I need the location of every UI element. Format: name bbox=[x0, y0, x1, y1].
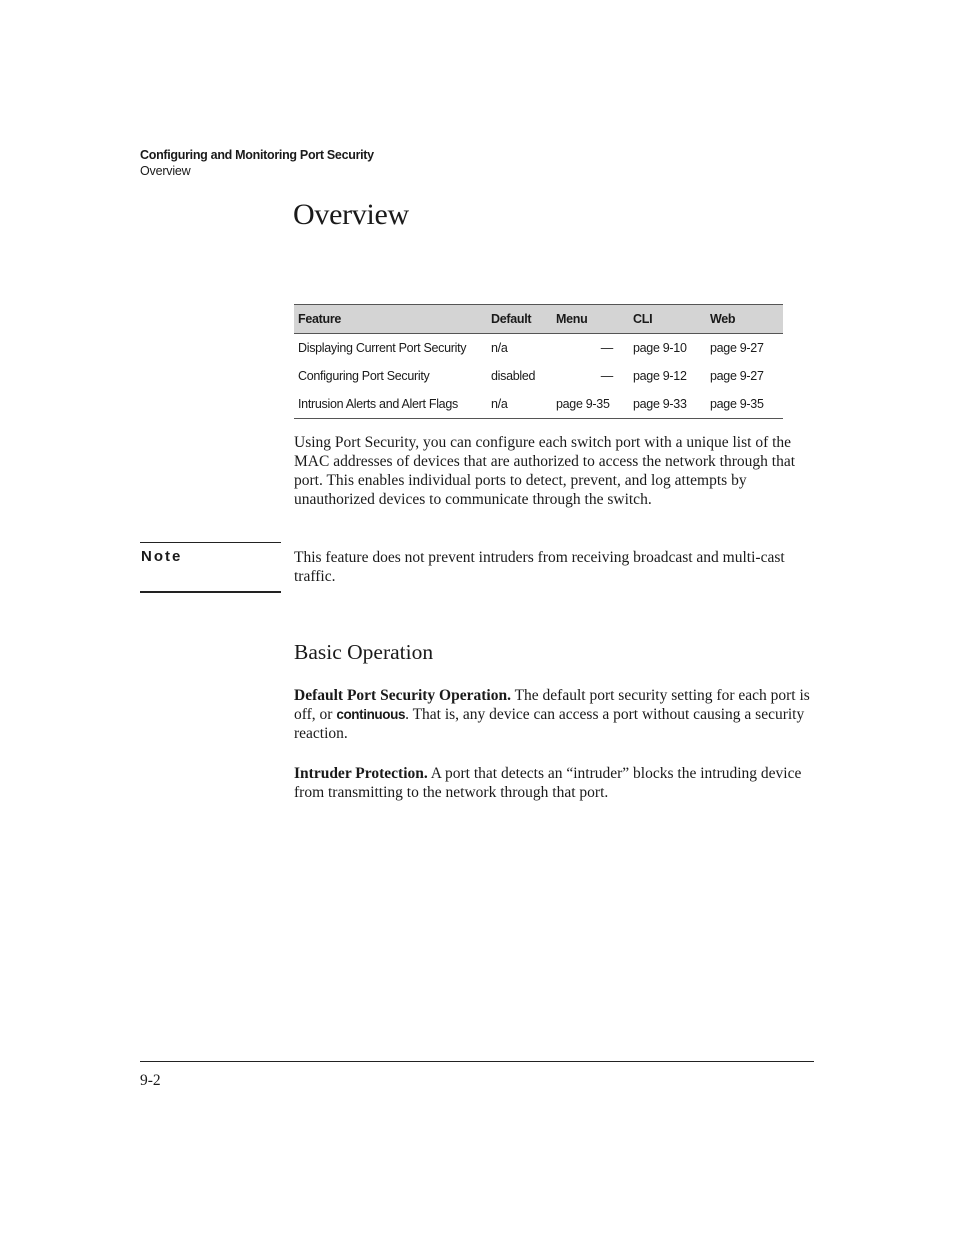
table-cell-cli: page 9-10 bbox=[633, 341, 687, 355]
column-header-default: Default bbox=[487, 305, 552, 334]
column-header-feature: Feature bbox=[294, 305, 487, 334]
table-cell-default: disabled bbox=[491, 369, 536, 383]
column-header-cli: CLI bbox=[629, 305, 706, 334]
default-operation-text-end: . That is, any device can access a port without causing a security reaction. bbox=[294, 706, 805, 742]
table-cell-menu: — bbox=[600, 341, 613, 355]
footer-rule bbox=[140, 1061, 814, 1062]
default-operation-lead: Default Port Security Operation. bbox=[294, 687, 511, 704]
table-cell-feature: Displaying Current Port Security bbox=[298, 341, 467, 355]
page-number: 9-2 bbox=[140, 1072, 161, 1089]
table-cell-cli: page 9-33 bbox=[629, 390, 706, 419]
intruder-protection-lead: Intruder Protection. bbox=[294, 765, 428, 782]
column-header-menu: Menu bbox=[552, 305, 629, 334]
default-operation-paragraph bbox=[294, 686, 814, 743]
table-cell-cli: page 9-12 bbox=[633, 369, 687, 383]
table-row bbox=[294, 390, 783, 419]
table-cell-web: page 9-35 bbox=[706, 390, 783, 419]
table-cell-web: page 9-27 bbox=[710, 369, 764, 383]
note-label: Note bbox=[141, 548, 183, 565]
table-row bbox=[294, 362, 783, 390]
table-row bbox=[294, 334, 783, 363]
feature-table bbox=[294, 304, 783, 419]
page-title: Overview bbox=[293, 198, 409, 231]
table-cell-web: page 9-27 bbox=[710, 341, 764, 355]
table-cell-default: n/a bbox=[491, 341, 508, 355]
section-heading: Basic Operation bbox=[294, 640, 434, 664]
note-text: This feature does not prevent intruders from receiving broadcast and multi-cast traffic. bbox=[294, 549, 785, 585]
default-operation-text: The default port security setting for each port is off, or bbox=[294, 687, 810, 723]
continuous-keyword: continuous bbox=[336, 707, 406, 722]
table-cell-menu: — bbox=[600, 369, 613, 383]
table-header-row bbox=[294, 305, 783, 334]
column-header-web: Web bbox=[706, 305, 783, 334]
table-cell-default: n/a bbox=[487, 390, 552, 419]
note-top-rule bbox=[140, 542, 281, 543]
intruder-protection-text: A port that detects an “intruder” blocks the intruding device from transmitting to the network through that port. bbox=[294, 765, 802, 801]
running-head-section: Overview bbox=[140, 164, 191, 178]
table-cell-feature: Intrusion Alerts and Alert Flags bbox=[294, 390, 487, 419]
table-cell-feature: Configuring Port Security bbox=[298, 369, 430, 383]
note-bottom-rule bbox=[140, 591, 281, 593]
intruder-protection-paragraph bbox=[294, 764, 814, 802]
intro-paragraph: Using Port Security, you can configure each switch port with a unique list of the MAC addresses of devices that are authorized to access the network through that port. This enables individual ports to detect, prevent, and log attempts by unauthorized devices to communicate through the switch. bbox=[294, 434, 796, 508]
table-cell-menu: page 9-35 bbox=[552, 390, 629, 419]
running-head-chapter: Configuring and Monitoring Port Security bbox=[140, 148, 374, 162]
